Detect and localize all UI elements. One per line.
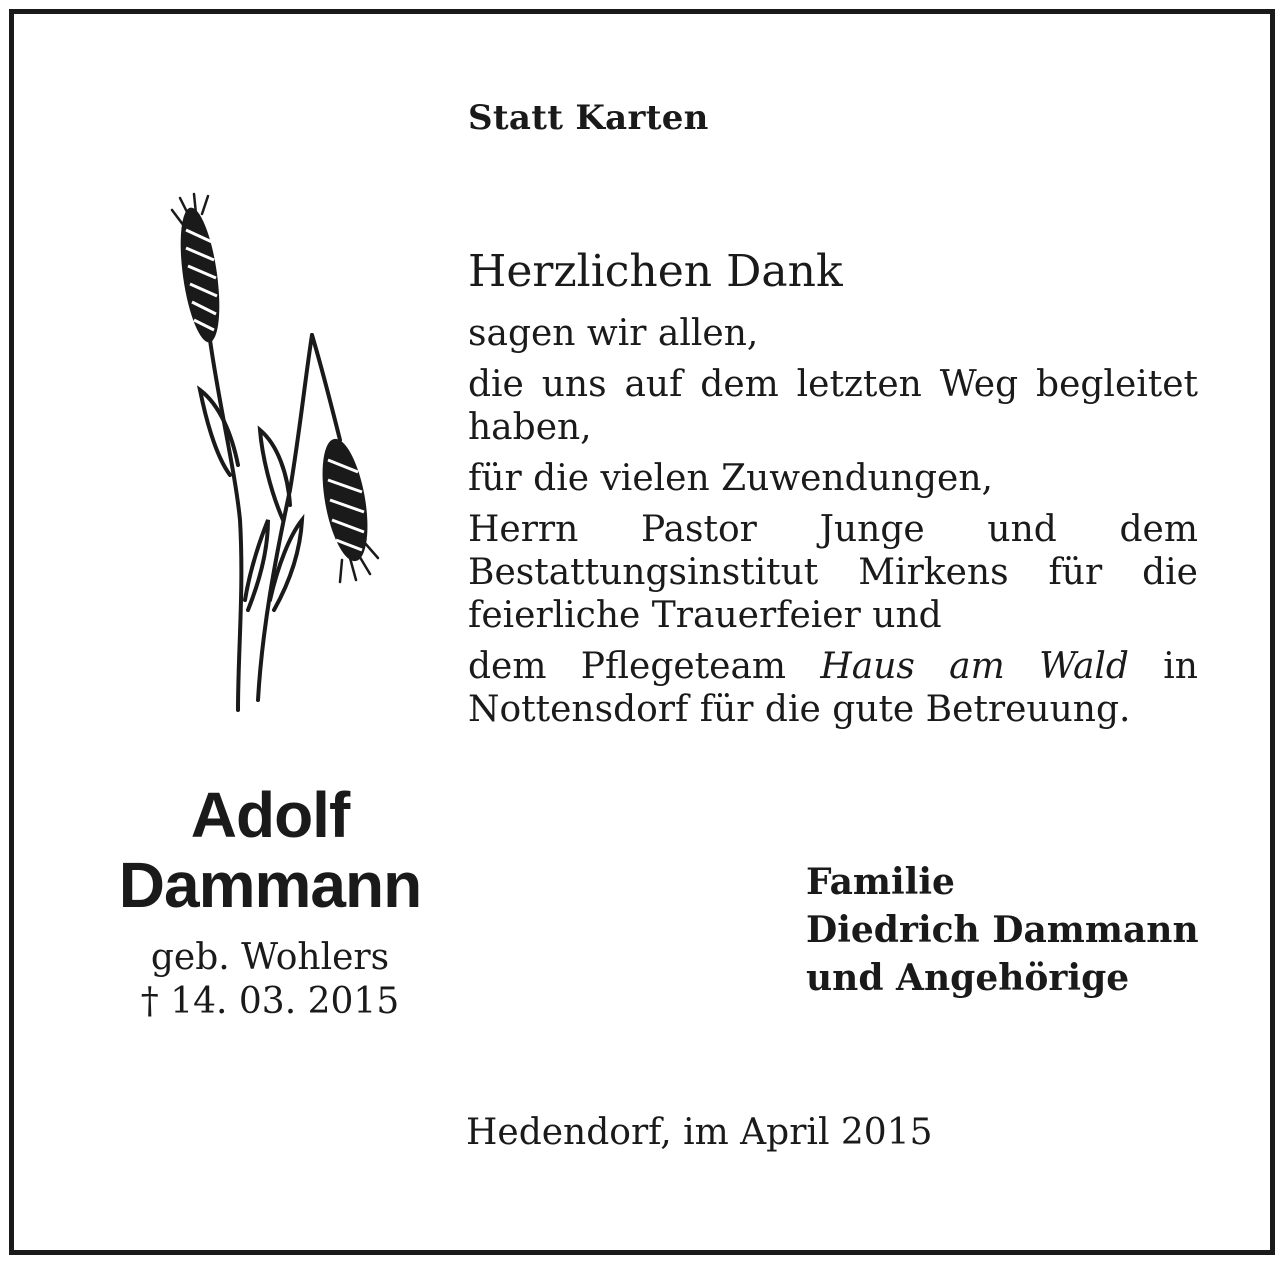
line-1: sagen wir allen,	[468, 313, 759, 354]
line-5-pre: dem Pflegeteam	[468, 646, 787, 687]
birth-name: geb. Wohlers	[150, 937, 390, 978]
family-signature	[806, 858, 1199, 1002]
line-2: die uns auf dem letzten Weg begleitet haben,	[468, 364, 1198, 448]
first-name: Adolf	[190, 779, 350, 851]
family-line-1: Familie	[806, 861, 955, 903]
line-4: Herrn Pastor Junge und dem Bestattungsinstitut Mirkens für die feierliche Trauerfeier und	[468, 509, 1198, 636]
deceased-block	[50, 780, 490, 1024]
line-5	[468, 645, 1198, 731]
header-statt-karten: Statt Karten	[468, 98, 709, 138]
line-3: für die vielen Zuwendungen,	[468, 458, 993, 499]
line-5-italic: Haus am Wald	[820, 646, 1129, 687]
family-line-2: Diedrich Dammann	[806, 909, 1199, 951]
place-date: Hedendorf, im April 2015	[466, 1112, 933, 1153]
line-5-post: in Nottensdorf für die gute Betreuung.	[468, 646, 1198, 730]
thanks-message	[468, 244, 1198, 739]
family-line-3: und Angehörige	[806, 957, 1130, 999]
headline: Herzlichen Dank	[468, 246, 843, 297]
wheat-ears-icon	[150, 190, 390, 720]
last-name: Dammann	[118, 849, 422, 921]
death-date: † 14. 03. 2015	[140, 981, 400, 1022]
